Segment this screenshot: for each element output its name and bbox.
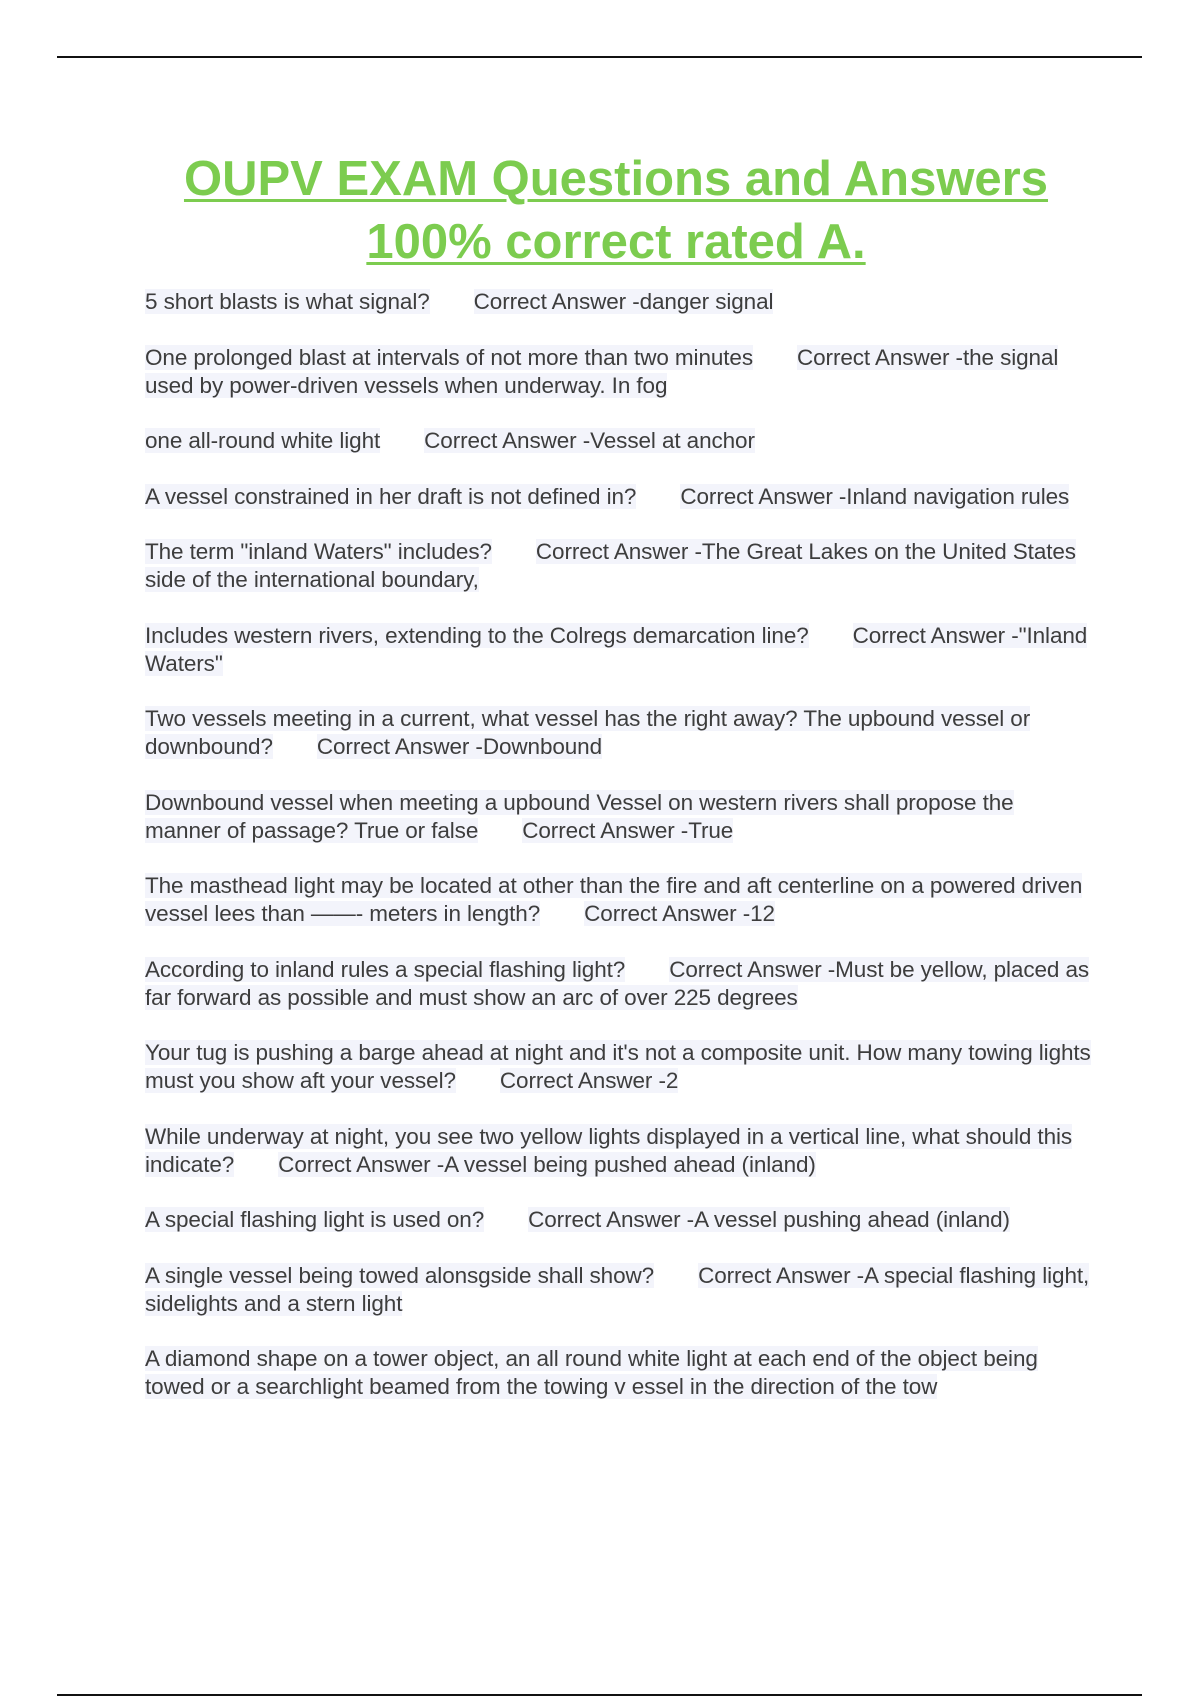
qa-item [145, 1039, 1095, 1095]
answer-text: Correct Answer -A special flashing light, sidelights and a stern light [145, 1262, 1090, 1316]
question-text: one all-round white light [145, 428, 381, 453]
question-text: A vessel constrained in her draft is not defined in? [145, 483, 637, 509]
qa-item [145, 538, 1095, 594]
answer-text: Correct Answer -the signal used by power-driven vessels when underway. In fog [145, 344, 1059, 398]
question-text: The masthead light may be located at other than the fire and aft centerline on a powered driven vessel lees than ——- meters in length? [145, 873, 1083, 926]
top-rule [57, 56, 1142, 58]
question-text: A single vessel being towed alonsgside shall show? [145, 1262, 655, 1288]
question-text: 5 short blasts is what signal? [145, 289, 430, 314]
qa-item [145, 483, 1095, 511]
title-line-2: 100% correct rated A. [366, 215, 866, 269]
question-text: The term "inland Waters" includes? [145, 539, 492, 564]
qa-item [145, 1206, 1095, 1234]
answer-text: Correct Answer -danger signal [473, 289, 774, 314]
answer-text: Correct Answer -A vessel pushing ahead (inland) [528, 1207, 1010, 1232]
qa-item [145, 1345, 1095, 1401]
question-text: Downbound vessel when meeting a upbound Vessel on western rivers shall propose the manner of passage? True or false [145, 789, 1014, 843]
qa-item [145, 622, 1095, 678]
answer-text: Correct Answer -Downbound [316, 734, 603, 759]
question-text: While underway at night, you see two yellow lights displayed in a vertical line, what should this indicate? [145, 1123, 1073, 1177]
question-text: Two vessels meeting in a current, what vessel has the right away? The upbound vessel or downbound? [145, 706, 1031, 759]
question-text: According to inland rules a special flashing light? [145, 956, 626, 982]
page-title [60, 148, 1172, 274]
question-text: Includes western rivers, extending to the Colregs demarcation line? [145, 622, 809, 648]
answer-text: Correct Answer -Vessel at anchor [424, 428, 755, 453]
answer-text: Correct Answer -Must be yellow, placed as far forward as possible and must show an arc of over 225 degrees [145, 956, 1090, 1010]
answer-text: Correct Answer -Inland navigation rules [680, 483, 1070, 509]
answer-text: Correct Answer -12 [584, 901, 775, 926]
question-text: A diamond shape on a tower object, an all round white light at each end of the object being towed or a searchlight beamed from the towing v essel in the direction of the tow [145, 1346, 1038, 1399]
answer-text: Correct Answer -A vessel being pushed ahead (inland) [278, 1151, 816, 1177]
bottom-rule [57, 1694, 1142, 1696]
title-line-1: OUPV EXAM Questions and Answers [183, 152, 1049, 206]
qa-item [145, 1123, 1095, 1179]
answer-text: Correct Answer -"Inland Waters" [145, 622, 1088, 676]
qa-item [145, 288, 1095, 316]
qa-item [145, 344, 1095, 400]
qa-item [145, 872, 1095, 928]
answer-text: Correct Answer -True [522, 817, 734, 843]
qa-item [145, 705, 1095, 761]
question-text: A special flashing light is used on? [145, 1207, 485, 1232]
question-text: Your tug is pushing a barge ahead at night and it's not a composite unit. How many towing lights must you show aft your vessel? [145, 1040, 1091, 1093]
qa-item [145, 427, 1095, 455]
qa-item [145, 956, 1095, 1012]
qa-list [145, 288, 1095, 1429]
qa-item [145, 789, 1095, 845]
question-text: One prolonged blast at intervals of not more than two minutes [145, 344, 753, 370]
answer-text: Correct Answer -2 [499, 1068, 679, 1093]
answer-text: Correct Answer -The Great Lakes on the United States side of the international boundary, [145, 539, 1076, 592]
qa-item [145, 1262, 1095, 1318]
